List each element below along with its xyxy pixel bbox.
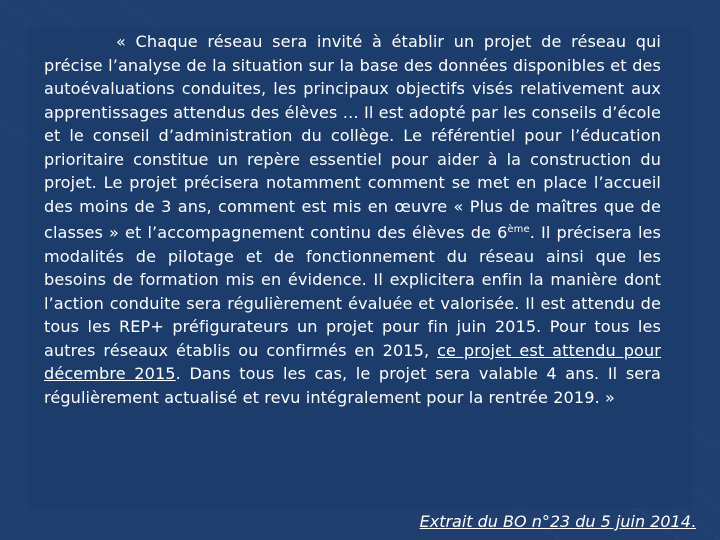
source-citation: [420, 512, 696, 531]
source-text: Extrait du BO n°23 du 5 juin 2014: [419, 512, 691, 531]
quote-text-part3: . Dans tous les cas, le projet sera valable 4 ans. Il sera régulièrement actualisé et revu intégralement pour la rentrée 2019. »: [44, 364, 661, 407]
quote-text-part2: . Il précisera les modalités de pilotage et de fonctionnement du réseau ainsi que les besoins de formation mis en évidence. Il explicitera enfin la manière dont l’action conduite sera régulièrement évaluée et valorisée. Il est attendu de tous les REP+ préfigurateurs un projet pour fin juin 2015. Pour tous les autres réseaux établis ou confirmés en 2015,: [44, 223, 662, 360]
quote-block: [44, 30, 661, 409]
quote-superscript: ème: [507, 224, 530, 235]
quote-paragraph: [44, 30, 661, 409]
source-punct: .: [690, 512, 696, 531]
quote-underlined-text: ce projet est attendu pour décembre 2015: [44, 340, 662, 383]
quote-text-part1: « Chaque réseau sera invité à établir un projet de réseau qui précise l’analyse de la situation sur la base des données disponibles et des autoévaluations conduites, les principaux objectifs visés relativement aux apprentissages attendus des élèves … Il est adopté par les conseils d’école et le conseil d’administration du collège. Le référentiel pour l’éducation prioritaire constitue un repère essentiel pour aider à la construction du projet. Le projet précisera notamment comment se met en place l’accueil des moins de 3 ans, comment est mis en œuvre « Plus de maîtres que de classes » et l’accompagnement continu des élèves de 6: [44, 32, 661, 242]
